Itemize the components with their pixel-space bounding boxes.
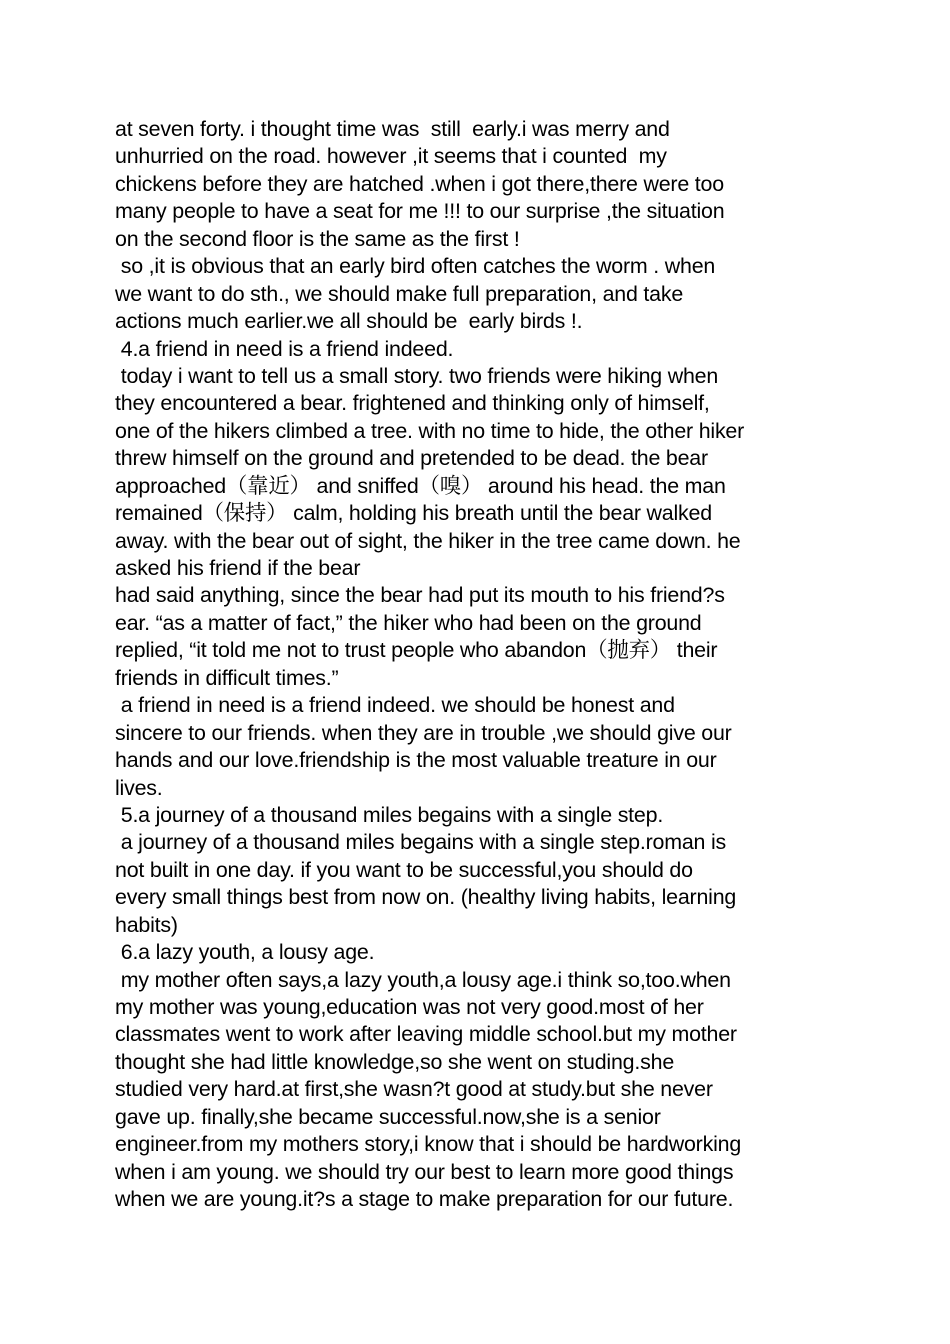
section-heading: 6.a lazy youth, a lousy age. [115, 940, 375, 965]
text-line: hands and our love.friendship is the most valuable treature in our [115, 748, 717, 773]
text-line: my mother was young,education was not very good.most of her [115, 995, 704, 1019]
text-line: classmates went to work after leaving middle school.but my mother [115, 1022, 737, 1047]
text-line: a friend in need is a friend indeed. we should be honest and [115, 693, 675, 718]
text-line: friends in difficult times.” [115, 665, 339, 690]
text-line: lives. [115, 775, 163, 800]
text-line: my mother often says,a lazy youth,a lousy age.i think so,too.when [115, 967, 731, 992]
text-line: thought she had little knowledge,so she went on studing.she [115, 1049, 675, 1074]
text-line: when i am young. we should try our best to learn more good things [115, 1159, 734, 1184]
text-line: habits) [115, 912, 178, 937]
text-line: many people to have a seat for me !!! to our surprise ,the situation [115, 199, 725, 224]
text-line: we want to do sth., we should make full preparation, and take [115, 281, 684, 306]
text-line: away. with the bear out of sight, the hiker in the tree came down. he [115, 528, 741, 553]
text-line: so ,it is obvious that an early bird often catches the worm . when [115, 254, 716, 279]
text-line: not built in one day. if you want to be successful,you should do [115, 857, 693, 882]
document-body [115, 116, 845, 1214]
text-line: ear. “as a matter of fact,” the hiker who had been on the ground [115, 610, 702, 635]
text-line: approached（靠近） and sniffed（嗅） around his head. the man [115, 473, 726, 498]
text-line: they encountered a bear. frightened and thinking only of himself, [115, 391, 710, 416]
text-line: every small things best from now on. (healthy living habits, learning [115, 885, 737, 910]
text-line: today i want to tell us a small story. two friends were hiking when [115, 363, 719, 388]
section-heading: 4.a friend in need is a friend indeed. [115, 336, 454, 361]
section-heading: 5.a journey of a thousand miles begains with a single step. [115, 802, 664, 827]
text-line: chickens before they are hatched .when i got there,there were too [115, 171, 724, 196]
text-line: threw himself on the ground and pretended to be dead. the bear [115, 446, 708, 471]
text-line: engineer.from my mothers story,i know that i should be hardworking [115, 1132, 742, 1157]
text-line: one of the hikers climbed a tree. with no time to hide, the other hiker [115, 418, 745, 443]
text-line: when we are young.it?s a stage to make preparation for our future. [115, 1187, 734, 1212]
text-line: a journey of a thousand miles begains with a single step.roman is [115, 830, 727, 855]
text-line: on the second floor is the same as the first ! [115, 226, 520, 251]
text-line: had said anything, since the bear had put its mouth to his friend?s [115, 583, 725, 608]
text-line: at seven forty. i thought time was still early.i was merry and [115, 117, 670, 141]
text-line: sincere to our friends. when they are in trouble ,we should give our [115, 720, 732, 745]
text-line: gave up. finally,she became successful.now,she is a senior [115, 1104, 661, 1129]
text-line: asked his friend if the bear [115, 556, 361, 580]
text-line: unhurried on the road. however ,it seems that i counted my [115, 144, 667, 169]
text-line: replied, “it told me not to trust people who abandon（抛弃） their [115, 638, 718, 663]
text-line: actions much earlier.we all should be early birds !. [115, 309, 583, 334]
text-line: studied very hard.at first,she wasn?t good at study.but she never [115, 1077, 713, 1102]
text-line: remained（保持） calm, holding his breath until the bear walked [115, 501, 712, 526]
